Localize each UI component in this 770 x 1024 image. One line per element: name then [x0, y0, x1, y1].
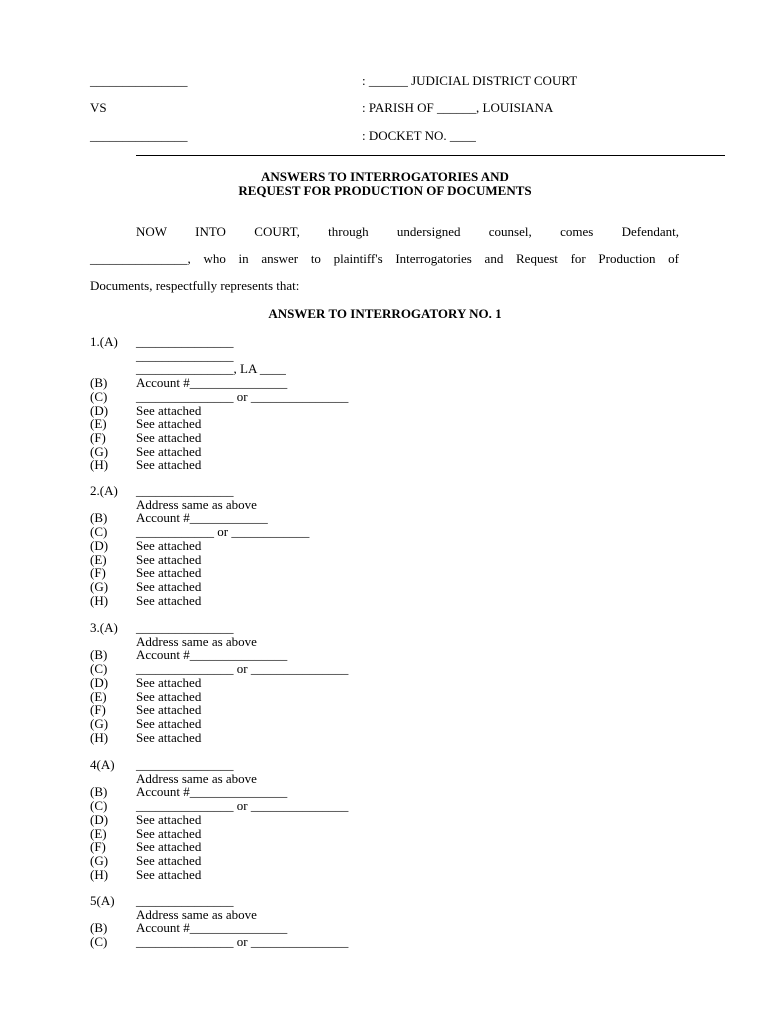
answer-label: 4(A) [90, 757, 115, 772]
caption-divider [136, 155, 725, 156]
answer-text: See attached [136, 552, 202, 567]
intro-line-3: Documents, respectfully represents that: [90, 278, 300, 293]
court-line: : ______ JUDICIAL DISTRICT COURT [362, 73, 578, 88]
answer-text: See attached [136, 716, 202, 731]
answer-text: See attached [136, 702, 202, 717]
answer-text: _______________ [136, 348, 234, 363]
answer-text: See attached [136, 593, 202, 608]
answer-label: (D) [90, 538, 109, 553]
answer-label: (D) [90, 812, 109, 827]
answer-label: (E) [90, 416, 107, 431]
answer-label: (B) [90, 510, 108, 525]
section-heading: ANSWER TO INTERROGATORY NO. 1 [268, 306, 502, 321]
answer-text: See attached [136, 812, 202, 827]
answer-label: (G) [90, 716, 109, 731]
answer-label: (C) [90, 934, 108, 949]
answer-text: See attached [136, 565, 202, 580]
answer-text: _______________ or _______________ [136, 934, 349, 949]
defendant-blank: _______________ [90, 128, 188, 143]
answer-text: See attached [136, 867, 202, 882]
answer-text: See attached [136, 675, 202, 690]
answer-label: (E) [90, 689, 107, 704]
answer-text: Account #_______________ [136, 920, 288, 935]
answer-label: (C) [90, 798, 108, 813]
answer-text: _______________ [136, 893, 234, 908]
answer-text: _______________ or _______________ [136, 661, 349, 676]
answer-label: (G) [90, 444, 109, 459]
answer-label: (G) [90, 853, 109, 868]
plaintiff-blank: _______________ [90, 73, 188, 88]
answer-label: 5(A) [90, 893, 115, 908]
answer-text: See attached [136, 826, 202, 841]
answer-text: _______________, LA ____ [136, 361, 286, 376]
answer-text: ____________ or ____________ [136, 524, 310, 539]
answer-text: Address same as above [136, 634, 257, 649]
answer-label: (B) [90, 375, 108, 390]
answer-text: See attached [136, 730, 202, 745]
answer-text: See attached [136, 457, 202, 472]
answer-text: Account #_______________ [136, 375, 288, 390]
answer-label: (C) [90, 661, 108, 676]
answer-text: See attached [136, 430, 202, 445]
intro-line-2: _______________, who in answer to plaintiff's Interrogatories and Request for Production of [90, 251, 679, 266]
answer-text: _______________ or _______________ [136, 798, 349, 813]
answer-text: _______________ [136, 620, 234, 635]
intro-line-1: NOW INTO COURT, through undersigned counsel, comes Defendant, [136, 224, 679, 239]
answer-label: (D) [90, 403, 109, 418]
answer-text: Address same as above [136, 771, 257, 786]
answer-label: 1.(A) [90, 334, 118, 349]
answer-label: (F) [90, 565, 106, 580]
answer-text: Address same as above [136, 497, 257, 512]
answer-text: See attached [136, 839, 202, 854]
answer-text: _______________ [136, 757, 234, 772]
answer-label: 3.(A) [90, 620, 118, 635]
answer-text: See attached [136, 579, 202, 594]
document-title-line1: ANSWERS TO INTERROGATORIES AND [261, 169, 509, 184]
document-title-line2: REQUEST FOR PRODUCTION OF DOCUMENTS [238, 183, 532, 198]
docket-line: : DOCKET NO. ____ [362, 128, 476, 143]
answer-label: (C) [90, 389, 108, 404]
answer-label: (F) [90, 430, 106, 445]
answer-text: _______________ [136, 483, 234, 498]
answer-label: 2.(A) [90, 483, 118, 498]
answer-label: (H) [90, 867, 109, 882]
answer-label: (D) [90, 675, 109, 690]
answer-text: Address same as above [136, 907, 257, 922]
answer-label: (H) [90, 457, 109, 472]
answer-label: (E) [90, 826, 107, 841]
answer-label: (B) [90, 784, 108, 799]
answer-text: See attached [136, 444, 202, 459]
answer-label: (F) [90, 839, 106, 854]
answer-text: _______________ or _______________ [136, 389, 349, 404]
answer-label: (E) [90, 552, 107, 567]
answer-text: Account #____________ [136, 510, 268, 525]
answer-text: See attached [136, 853, 202, 868]
answer-label: (H) [90, 593, 109, 608]
answer-text: See attached [136, 538, 202, 553]
answer-label: (C) [90, 524, 108, 539]
answer-text: See attached [136, 416, 202, 431]
answer-text: See attached [136, 403, 202, 418]
answer-label: (H) [90, 730, 109, 745]
answer-text: Account #_______________ [136, 784, 288, 799]
answer-label: (B) [90, 647, 108, 662]
answer-text: _______________ [136, 334, 234, 349]
answer-text: Account #_______________ [136, 647, 288, 662]
vs-label: VS [90, 100, 107, 115]
answer-label: (F) [90, 702, 106, 717]
parish-line: : PARISH OF ______, LOUISIANA [362, 100, 554, 115]
answer-label: (G) [90, 579, 109, 594]
answer-label: (B) [90, 920, 108, 935]
answer-text: See attached [136, 689, 202, 704]
